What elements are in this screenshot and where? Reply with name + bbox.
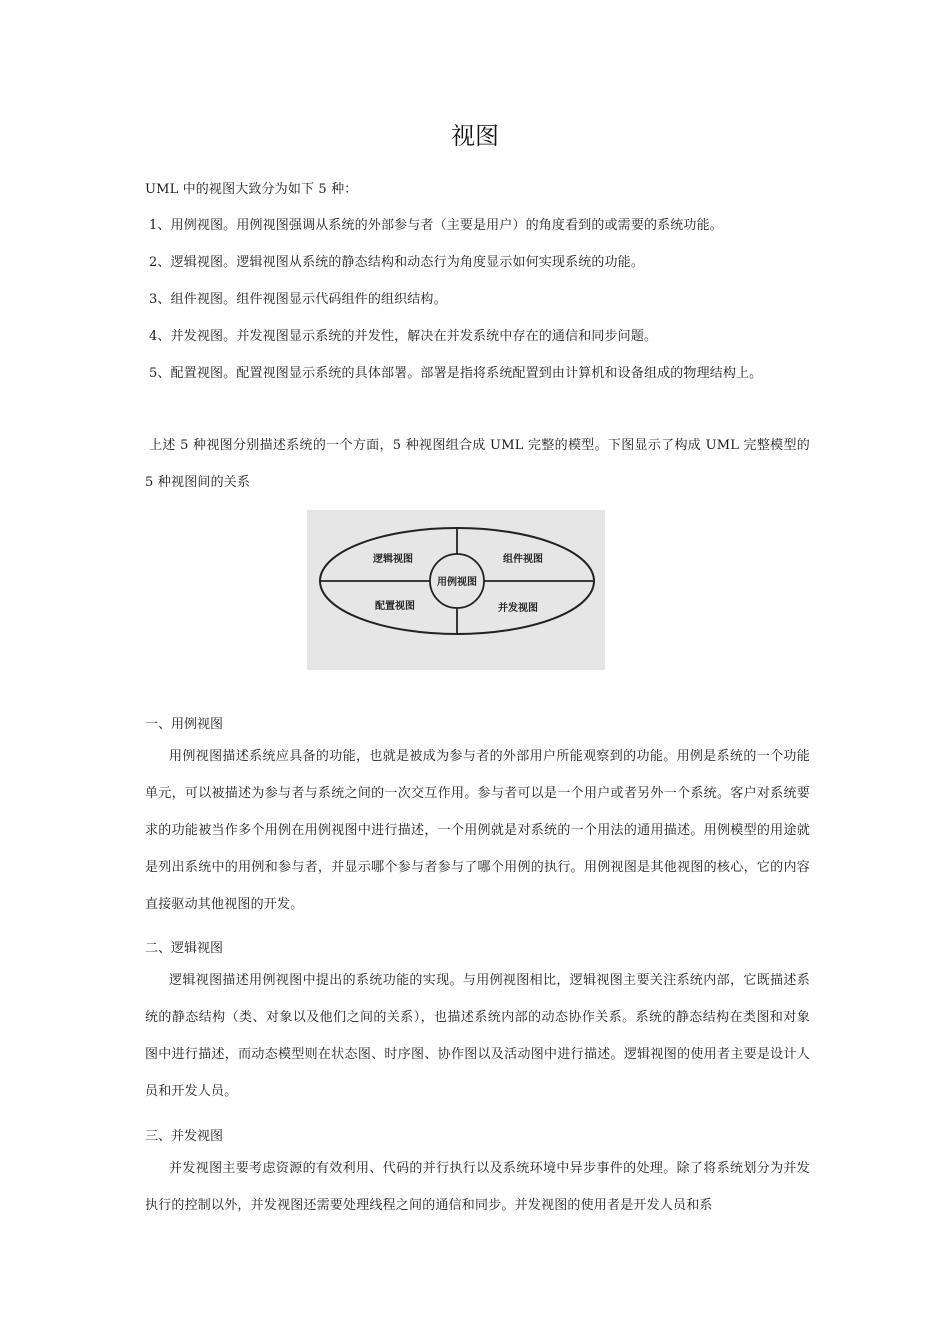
view-item-3: 3、组件视图。组件视图显示代码组件的组织结构。 <box>149 292 447 307</box>
view-item-2: 2、逻辑视图。逻辑视图从系统的静态结构和动态行为角度显示如何实现系统的功能。 <box>149 255 644 270</box>
page-title: 视图 <box>451 122 499 150</box>
label-use-case-view: 用例视图 <box>437 577 477 588</box>
intro-text: UML 中的视图大致分为如下 5 种： <box>145 182 358 197</box>
section-body-logical: 逻辑视图描述用例视图中提出的系统功能的实现。与用例视图相比，逻辑视图主要关注系统内部，它既描述系统的静态结构（类、对象以及他们之间的关系），也描述系统内部的动态协作关系。系统的静态结构在类图和对象图中进行描述，而动态模型则在状态图、时序图、协作图以及活动图中进行描述。逻辑视图的使用者主要是设计人员和开发人员。 <box>145 973 810 1099</box>
label-deployment-view: 配置视图 <box>375 601 415 612</box>
view-item-1: 1、用例视图。用例视图强调从系统的外部参与者（主要是用户）的角度看到的或需要的系统功能。 <box>149 218 723 233</box>
view-item-4: 4、并发视图。并发视图显示系统的并发性，解决在并发系统中存在的通信和同步问题。 <box>149 329 658 344</box>
section-body-concurrency: 并发视图主要考虑资源的有效利用、代码的并行执行以及系统环境中异步事件的处理。除了将系统划分为并发执行的控制以外，并发视图还需要处理线程之间的通信和同步。并发视图的使用者是开发人员和系 <box>145 1161 810 1213</box>
summary-paragraph: 上述 5 种视图分别描述系统的一个方面，5 种视图组合成 UML 完整的模型。下图显示了构成 UML 完整模型的 5 种视图间的关系 <box>145 438 810 490</box>
views-ellipse-diagram <box>307 510 605 670</box>
label-concurrency-view: 并发视图 <box>498 603 538 614</box>
section-heading-concurrency: 三、并发视图 <box>145 1129 224 1144</box>
label-logical-view: 逻辑视图 <box>373 554 413 565</box>
label-component-view: 组件视图 <box>503 554 543 565</box>
section-body-use-case: 用例视图描述系统应具备的功能，也就是被成为参与者的外部用户所能观察到的功能。用例是系统的一个功能单元，可以被描述为参与者与系统之间的一次交互作用。参与者可以是一个用户或者另外一个系统。客户对系统要求的功能被当作多个用例在用例视图中进行描述，一个用例就是对系统的一个用法的通用描述。用例模型的用途就是列出系统中的用例和参与者，并显示哪个参与者参与了哪个用例的执行。用例视图是其他视图的核心，它的内容直接驱动其他视图的开发。 <box>145 749 810 912</box>
uml-views-diagram <box>307 510 605 670</box>
view-item-5: 5、配置视图。配置视图显示系统的具体部署。部署是指将系统配置到由计算机和设备组成的物理结构上。 <box>149 366 763 381</box>
section-heading-logical: 二、逻辑视图 <box>145 941 224 956</box>
section-heading-use-case: 一、用例视图 <box>145 717 224 732</box>
